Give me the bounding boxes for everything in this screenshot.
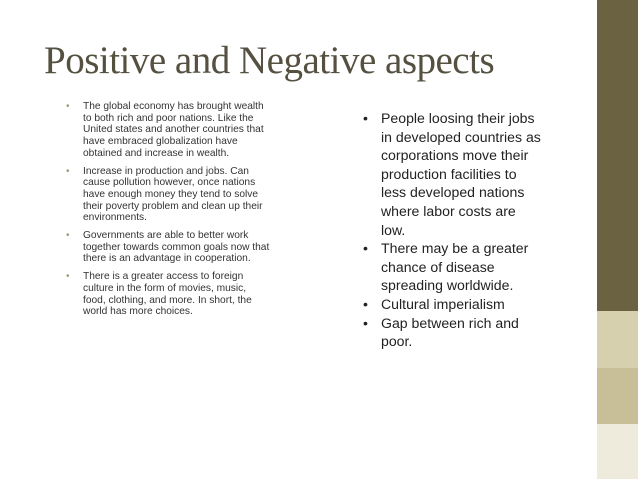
negative-item-text: People loosing their jobs in developed countries as corporations move their production facilities to less developed nations where labor costs are low. [381,110,541,238]
negative-item-text: Gap between rich and poor. [381,314,519,350]
positive-item [66,230,271,265]
positive-item-text: Increase in production and jobs. Can cause pollution however, once nations have enough money they tend to solve their poverty problem and clean up their environments. [83,165,263,224]
sidebar-dark-block [597,0,638,311]
positive-item [66,166,271,225]
bullet-icon: • [363,110,368,126]
negative-item-text: Cultural imperialism [381,295,505,312]
bullet-icon: • [66,271,70,283]
negative-item [361,314,541,351]
positive-item-text: There is a greater access to foreign culture in the form of movies, music, food, clothing, and more. In short, the world has more choices. [83,271,252,318]
negative-item [361,109,541,239]
bullet-icon: • [66,101,70,112]
sidebar-accent-block [597,368,638,424]
negative-item [361,239,541,295]
bullet-icon: • [363,295,368,312]
sidebar-light-block [597,424,638,479]
decorative-sidebar [597,0,638,479]
positive-item-text: The global economy has brought wealth to both rich and poor nations. Like the United states and another countries that have embraced globalization have obtained and increase in wealth. [83,101,264,159]
slide-title: Positive and Negative aspects [44,39,495,82]
bullet-icon: • [363,240,368,257]
positives-list [66,101,271,318]
positive-item [66,101,271,160]
bullet-icon: • [66,165,70,177]
positives-column [66,101,271,324]
negatives-list [361,109,541,351]
sidebar-mid-block [597,311,638,368]
positive-item [66,271,271,318]
negatives-column [361,109,541,351]
bullet-icon: • [66,230,70,242]
negative-item [361,295,541,314]
bullet-icon: • [363,314,368,331]
positive-item-text: Governments are able to better work together towards common goals now that there is an advantage in cooperation. [83,230,270,265]
negative-item-text: There may be a greater chance of disease spreading worldwide. [381,240,529,294]
